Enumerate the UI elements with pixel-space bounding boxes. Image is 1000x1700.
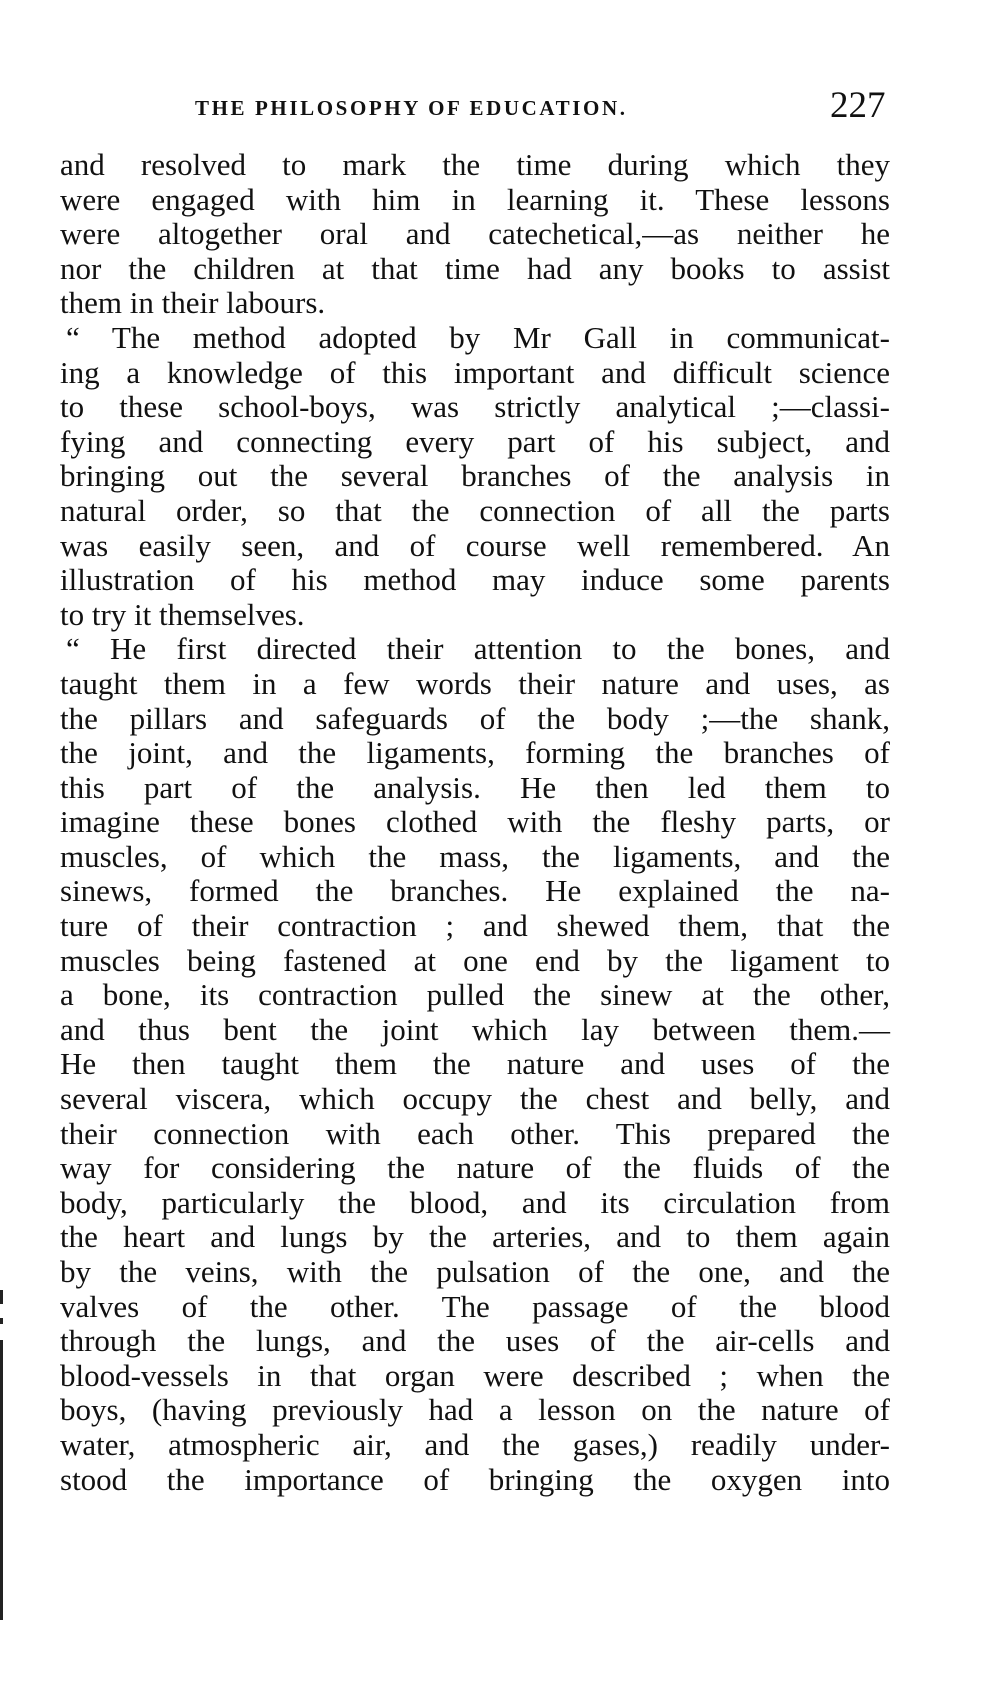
text-line: the heart and lungs by the arteries, and to them again [60, 1219, 890, 1255]
text-line: illustration of his method may induce some parents [60, 562, 890, 598]
text-line: to try it themselves. [60, 596, 305, 632]
text-line: “ The method adopted by Mr Gall in communicat- [66, 319, 890, 355]
body-text [60, 148, 890, 1497]
text-line: stood the importance of bringing the oxygen into [60, 1461, 890, 1497]
page-number: 227 [830, 85, 886, 126]
text-line: their connection with each other. This prepared the [60, 1115, 890, 1151]
text-line: and thus bent the joint which lay between them.— [60, 1011, 890, 1047]
text-line: to these school-boys, was strictly analytical ;—classi- [60, 389, 890, 425]
text-line: He then taught them the nature and uses of the [60, 1046, 890, 1082]
text-line: fying and connecting every part of his subject, and [60, 423, 890, 459]
text-line: ing a knowledge of this important and difficult science [60, 354, 890, 390]
text-line: “ He first directed their attention to the bones, and [66, 631, 890, 667]
binding-edge-mark [0, 1290, 3, 1304]
text-line: the pillars and safeguards of the body ;—the shank, [60, 700, 890, 736]
text-line: bringing out the several branches of the analysis in [60, 458, 890, 494]
text-line: water, atmospheric air, and the gases,) readily under- [60, 1426, 890, 1462]
binding-edge-mark [0, 1340, 3, 1620]
text-line: blood-vessels in that organ were described ; when the [60, 1357, 890, 1393]
text-line: muscles, of which the mass, the ligaments, and the [60, 838, 890, 874]
text-line: through the lungs, and the uses of the air-cells and [60, 1323, 890, 1359]
text-line: valves of the other. The passage of the blood [60, 1288, 890, 1324]
text-line: was easily seen, and of course well remembered. An [60, 527, 890, 563]
text-line: taught them in a few words their nature and uses, as [60, 665, 890, 701]
text-line: natural order, so that the connection of all the parts [60, 492, 890, 528]
text-line: them in their labours. [60, 285, 326, 321]
text-line: ture of their contraction ; and shewed them, that the [60, 908, 890, 944]
text-line: this part of the analysis. He then led them to [60, 769, 890, 805]
text-line: sinews, formed the branches. He explained the na- [60, 873, 890, 909]
text-line: muscles being fastened at one end by the ligament to [60, 942, 890, 978]
text-line: by the veins, with the pulsation of the one, and the [60, 1254, 890, 1289]
running-title: THE PHILOSOPHY OF EDUCATION. [195, 96, 628, 120]
text-line: the joint, and the ligaments, forming the branches of [60, 735, 890, 771]
text-line: were engaged with him in learning it. These lessons [60, 181, 890, 217]
text-line: several viscera, which occupy the chest and belly, and [60, 1081, 890, 1117]
text-line: body, particularly the blood, and its circulation from [60, 1184, 890, 1220]
text-line: boys, (having previously had a lesson on the nature of [60, 1392, 890, 1428]
text-line: way for considering the nature of the fluids of the [60, 1150, 890, 1186]
text-line: imagine these bones clothed with the fleshy parts, or [60, 804, 890, 840]
text-line: a bone, its contraction pulled the sinew at the other, [60, 977, 890, 1013]
text-line: nor the children at that time had any books to assist [60, 250, 890, 286]
text-line: were altogether oral and catechetical,—as neither he [60, 216, 890, 252]
binding-edge-mark [0, 1318, 3, 1324]
text-line: and resolved to mark the time during which they [60, 147, 890, 182]
